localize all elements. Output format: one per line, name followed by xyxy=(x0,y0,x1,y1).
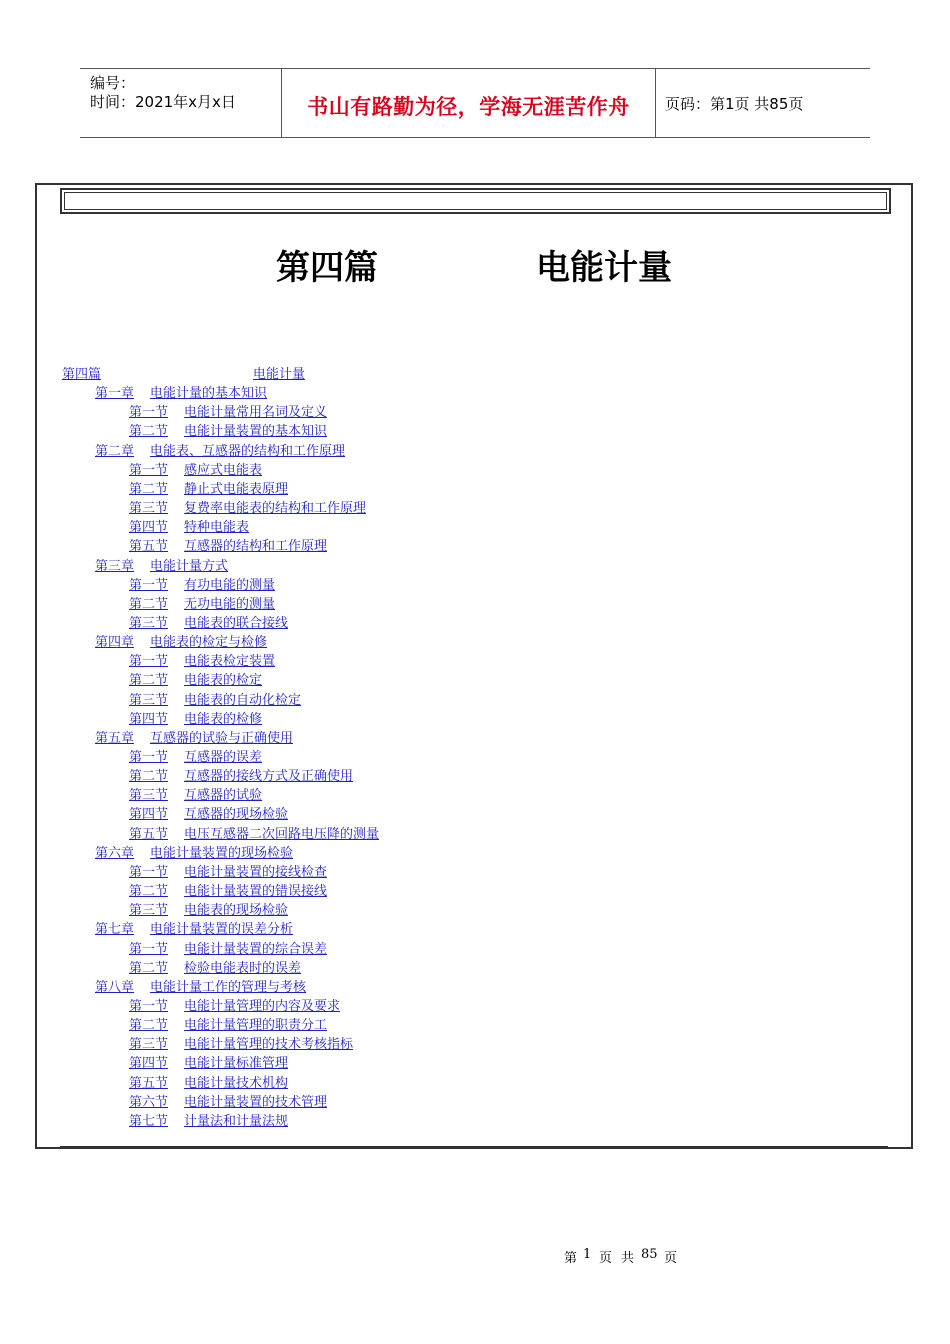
toc-entry-title: 互感器的试验与正确使用 xyxy=(150,730,294,746)
toc-section-link[interactable] xyxy=(129,538,327,555)
toc-section-link[interactable] xyxy=(129,672,262,689)
toc-entry-number: 第三节 xyxy=(129,788,169,804)
toc-section-link[interactable] xyxy=(129,404,327,421)
toc-entry-number: 第四节 xyxy=(129,711,169,727)
top-rule-box xyxy=(60,188,891,214)
toc-entry-number: 第二节 xyxy=(129,884,169,900)
title-name: 电能计量 xyxy=(536,248,672,288)
footer-gong: 共 xyxy=(621,1251,635,1266)
toc-entry-number: 第二节 xyxy=(129,673,169,689)
header-motto-cell xyxy=(281,69,656,137)
toc-entry-title: 互感器的结构和工作原理 xyxy=(184,539,328,555)
toc-entry-title: 互感器的接线方式及正确使用 xyxy=(184,769,354,785)
page-title xyxy=(0,240,950,290)
toc-entry-number: 第二节 xyxy=(129,769,169,785)
toc-entry-title: 电能计量装置的技术管理 xyxy=(184,1094,328,1110)
toc-part-link[interactable] xyxy=(62,366,305,383)
toc-section-link[interactable] xyxy=(129,596,275,613)
motto-text: 书山有路勤为径，学海无涯苦作舟 xyxy=(307,95,630,119)
toc-entry-title: 电能计量管理的内容及要求 xyxy=(184,998,341,1014)
toc-entry-number: 第一节 xyxy=(129,577,169,593)
toc-entry-number: 第一节 xyxy=(129,405,169,421)
toc-entry-title: 有功电能的测量 xyxy=(184,577,276,593)
toc-entry-number: 第一节 xyxy=(129,462,169,478)
toc-entry-title: 电压互感器二次回路电压降的测量 xyxy=(184,826,380,842)
toc-section-link[interactable] xyxy=(129,826,379,843)
page-info: 页码：第1页 共85页 xyxy=(665,95,804,113)
toc-entry-number: 第一节 xyxy=(129,941,169,957)
toc-entry-title: 电能表的检修 xyxy=(184,711,263,727)
toc-section-link[interactable] xyxy=(129,615,288,632)
toc-section-link[interactable] xyxy=(129,1075,288,1092)
title-part: 第四篇 xyxy=(276,248,378,288)
toc-entry-title: 无功电能的测量 xyxy=(184,596,276,612)
toc-entry-number: 第二章 xyxy=(95,443,135,459)
toc-entry-title: 感应式电能表 xyxy=(184,462,263,478)
header-page-cell xyxy=(655,69,870,137)
footer-total: 85 xyxy=(641,1247,658,1262)
toc-chapter-link[interactable] xyxy=(95,558,228,575)
toc-section-link[interactable] xyxy=(129,519,249,536)
toc-entry-number: 第八章 xyxy=(95,979,135,995)
toc-section-link[interactable] xyxy=(129,500,366,517)
toc-chapter-link[interactable] xyxy=(95,845,293,862)
toc-entry-title: 检验电能表时的误差 xyxy=(184,960,302,976)
toc-entry-title: 电能计量装置的接线检查 xyxy=(184,864,328,880)
toc-chapter-link[interactable] xyxy=(95,921,293,938)
toc-section-link[interactable] xyxy=(129,1036,353,1053)
toc-section-link[interactable] xyxy=(129,902,288,919)
toc-entry-number: 第五章 xyxy=(95,730,135,746)
toc-entry-title: 特种电能表 xyxy=(184,520,250,536)
toc-section-link[interactable] xyxy=(129,692,301,709)
footer-ye2: 页 xyxy=(664,1251,678,1266)
toc-chapter-link[interactable] xyxy=(95,979,306,996)
bottom-rule xyxy=(60,1146,888,1147)
toc-section-link[interactable] xyxy=(129,998,340,1015)
toc-entry-number: 第一节 xyxy=(129,750,169,765)
toc-entry-number: 第三节 xyxy=(129,692,169,708)
toc-entry-number: 第一节 xyxy=(129,998,169,1014)
toc-entry-title: 电能计量装置的基本知识 xyxy=(184,424,328,440)
toc-entry-title: 互感器的现场检验 xyxy=(184,807,289,823)
toc-entry-number: 第三节 xyxy=(129,1037,169,1053)
footer-ye: 页 xyxy=(599,1251,613,1266)
toc-entry-number: 第三节 xyxy=(129,615,169,631)
toc-chapter-link[interactable] xyxy=(95,634,267,651)
toc-entry-title: 电能计量方式 xyxy=(150,558,229,574)
toc-section-link[interactable] xyxy=(129,1094,327,1111)
toc-entry-number: 第七节 xyxy=(129,1113,169,1129)
toc-entry-title: 电能计量装置的误差分析 xyxy=(150,922,294,938)
toc-entry-title: 电能计量常用名词及定义 xyxy=(184,405,328,421)
toc-entry-title: 电能表的自动化检定 xyxy=(184,692,302,708)
toc-chapter-link[interactable] xyxy=(95,730,293,747)
toc-entry-number: 第四章 xyxy=(95,635,135,651)
toc-section-link[interactable] xyxy=(129,577,275,594)
toc-entry-number: 第三节 xyxy=(129,501,169,517)
toc-entry-number: 第四篇 xyxy=(62,367,102,382)
toc-entry-title: 电能计量管理的职责分工 xyxy=(184,1018,328,1034)
toc-entry-number: 第二节 xyxy=(129,481,169,497)
toc-entry-number: 第二节 xyxy=(129,1018,169,1034)
toc-entry-title: 电能表的检定与检修 xyxy=(150,635,268,651)
toc-section-link[interactable] xyxy=(129,711,262,728)
toc-entry-title: 电能计量装置的现场检验 xyxy=(150,845,294,861)
toc-entry-number: 第四节 xyxy=(129,807,169,823)
toc-entry-title: 电能表的检定 xyxy=(184,673,263,689)
toc-entry-title: 复费率电能表的结构和工作原理 xyxy=(184,501,367,517)
toc-entry-title: 电能表的联合接线 xyxy=(184,615,289,631)
header-info-cell xyxy=(80,69,281,137)
toc-entry-number: 第三章 xyxy=(95,558,135,574)
toc-entry-number: 第一节 xyxy=(129,654,169,670)
toc-entry-title: 互感器的试验 xyxy=(184,788,263,804)
toc-section-link[interactable] xyxy=(129,1055,288,1072)
toc-entry-title: 电能表的现场检验 xyxy=(184,903,289,919)
toc-section-link[interactable] xyxy=(129,653,275,670)
number-label: 编号： xyxy=(90,74,136,92)
toc-entry-title: 电能计量 xyxy=(253,367,306,382)
toc-entry-number: 第六章 xyxy=(95,845,135,861)
toc-entry-title: 计量法和计量法规 xyxy=(184,1113,289,1129)
toc-chapter-link[interactable] xyxy=(95,443,345,460)
toc-entry-title: 电能表、互感器的结构和工作原理 xyxy=(150,443,346,459)
toc-entry-title: 电能计量技术机构 xyxy=(184,1075,289,1091)
toc-entry-number: 第五节 xyxy=(129,539,169,555)
toc-entry-title: 电能计量的基本知识 xyxy=(150,386,268,402)
toc-section-link[interactable] xyxy=(129,941,327,958)
toc-section-link[interactable] xyxy=(129,462,262,479)
toc-entry-title: 电能计量管理的技术考核指标 xyxy=(184,1037,354,1053)
toc-section-link[interactable] xyxy=(129,864,327,881)
toc-section-link[interactable] xyxy=(129,481,288,498)
toc-entry-title: 电能计量装置的错误接线 xyxy=(184,884,328,900)
document-header xyxy=(80,68,870,138)
toc-section-link[interactable] xyxy=(129,787,262,804)
toc-entry-number: 第四节 xyxy=(129,520,169,536)
toc-entry-number: 第一章 xyxy=(95,386,135,402)
toc-section-link[interactable] xyxy=(129,1017,327,1034)
toc-section-link[interactable] xyxy=(129,806,288,823)
toc-entry-number: 第五节 xyxy=(129,826,169,842)
toc-section-link[interactable] xyxy=(129,1113,288,1130)
toc-entry-title: 互感器的误差 xyxy=(184,750,263,765)
toc-entry-title: 电能计量工作的管理与考核 xyxy=(150,979,307,995)
toc-entry-number: 第二节 xyxy=(129,424,169,440)
toc-entry-number: 第三节 xyxy=(129,903,169,919)
toc-section-link[interactable] xyxy=(129,423,327,440)
toc-entry-title: 电能表检定装置 xyxy=(184,654,276,670)
toc-entry-number: 第六节 xyxy=(129,1094,169,1110)
toc-section-link[interactable] xyxy=(129,883,327,900)
toc-section-link[interactable] xyxy=(129,749,262,766)
toc-entry-number: 第四节 xyxy=(129,1056,169,1072)
time-label: 时间：2021年x月x日 xyxy=(90,93,236,111)
toc-section-link[interactable] xyxy=(129,960,301,977)
toc-entry-number: 第五节 xyxy=(129,1075,169,1091)
toc-entry-title: 静止式电能表原理 xyxy=(184,481,289,497)
toc-chapter-link[interactable] xyxy=(95,385,267,402)
toc-entry-number: 第七章 xyxy=(95,922,135,938)
toc-entry-title: 电能计量标准管理 xyxy=(184,1056,289,1072)
toc-entry-title: 电能计量装置的综合误差 xyxy=(184,941,328,957)
toc-entry-number: 第一节 xyxy=(129,864,169,880)
footer-page-number: 1 xyxy=(583,1247,592,1262)
toc-section-link[interactable] xyxy=(129,768,353,785)
footer-di: 第 xyxy=(564,1251,578,1266)
toc-entry-number: 第二节 xyxy=(129,960,169,976)
toc-entry-number: 第二节 xyxy=(129,596,169,612)
